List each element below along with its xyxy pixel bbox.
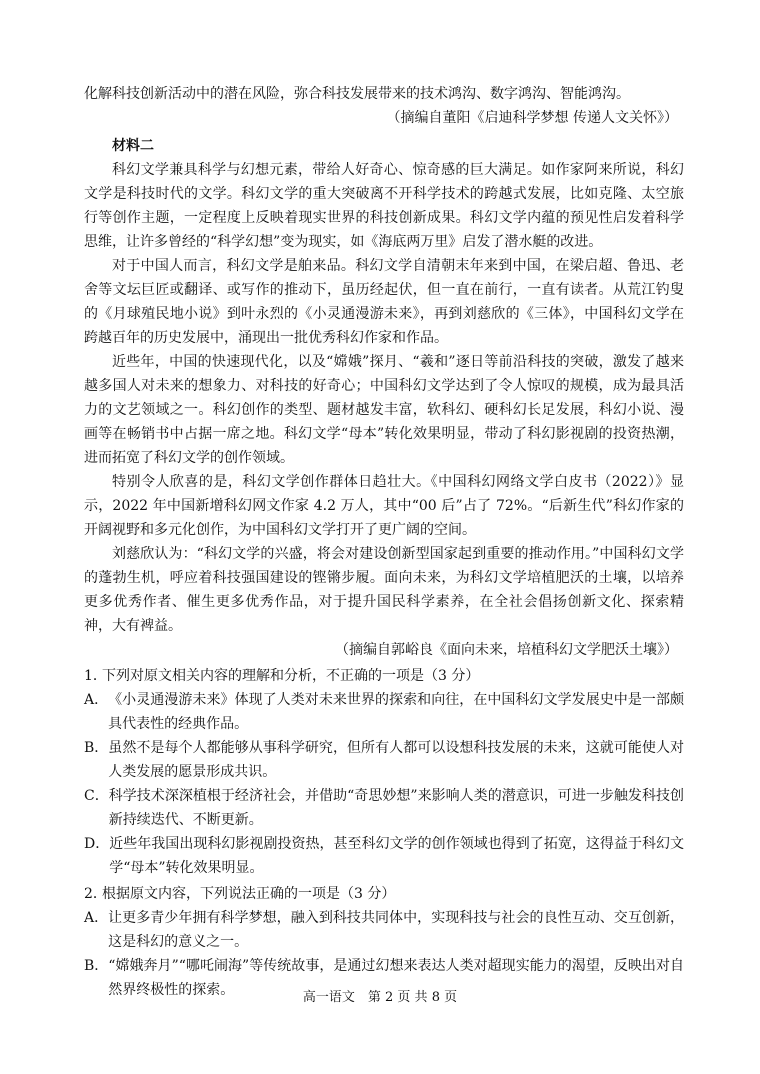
material1-source: （摘编自董阳《启迪科学梦想 传递人文关怀》） bbox=[386, 110, 678, 126]
option-letter: C． bbox=[84, 788, 109, 804]
option-c bbox=[84, 784, 684, 832]
material2-source: （摘编自郭峪良《面向未来，培植科幻文学肥沃土壤》） bbox=[335, 642, 678, 658]
option-d bbox=[84, 832, 684, 880]
material2-heading: 材料二 bbox=[112, 138, 154, 154]
option-text: 让更多青少年拥有科学梦想，融入到科技共同体中，实现科技与社会的良性互动、交互创新，这是科幻的意义之一。 bbox=[108, 910, 684, 950]
option-b bbox=[84, 736, 684, 784]
option-text: “嫦娥奔月”“哪吒闹海”等传统故事，是通过幻想来表达人类对超现实能力的渴望，反映出对自然界终极性的探索。 bbox=[108, 958, 684, 998]
question-stem bbox=[84, 664, 684, 688]
material2-paragraph: 科幻文学兼具科学与幻想元素，带给人好奇心、惊奇感的巨大满足。如作家阿来所说，科幻文学是科技时代的文学。科幻文学的重大突破离不开科学技术的跨越式发展，比如克隆、太空旅行等创作主题，一定程度上反映着现实世界的科技创新成果。科幻文学内蕴的预见性启发着科学思维，让许多曾经的“科学幻想”变为现实，如《海底两万里》启发了潜水艇的改进。 bbox=[84, 162, 684, 250]
option-letter: A． bbox=[84, 692, 109, 708]
question-number: 1． bbox=[84, 668, 107, 684]
material2-paragraph: 特别令人欣喜的是，科幻文学创作群体日趋壮大。《中国科幻网络文学白皮书（2022）》显示，2022 年中国新增科幻网文作家 4.2 万人，其中“00 后”占了 72%。“后新生代”科幻作家的开阔视野和多元化创作，为中国科幻文学打开了更广阔的空间。 bbox=[84, 474, 684, 538]
option-a bbox=[84, 906, 684, 954]
option-a bbox=[84, 688, 684, 736]
option-text: 科学技术深深植根于经济社会，并借助“奇思妙想”来影响人类的潜意识，可进一步触发科技创新持续迭代、不断更新。 bbox=[108, 788, 684, 828]
material2-paragraph: 刘慈欣认为：“科幻文学的兴盛，将会对建设创新型国家起到重要的推动作用。”中国科幻文学的蓬勃生机，呼应着科技强国建设的铿锵步履。面向未来，为科幻文学培植肥沃的土壤，以培养更多优秀作者、催生更多优秀作品，对于提升国民科学素养，在全社会倡扬创新文化、探索精神，大有裨益。 bbox=[84, 546, 684, 634]
option-text: 《小灵通漫游未来》体现了人类对未来世界的探索和向往，在中国科幻文学发展史中是一部颇具代表性的经典作品。 bbox=[108, 692, 684, 732]
question-stem bbox=[84, 882, 684, 906]
question-2 bbox=[84, 882, 684, 1002]
option-text: 虽然不是每个人都能够从事科学研究，但所有人都可以设想科技发展的未来，这就可能使人对人类发展的愿景形成共识。 bbox=[108, 740, 684, 780]
material2-paragraph: 对于中国人而言，科幻文学是舶来品。科幻文学自清朝末年来到中国，在梁启超、鲁迅、老舍等文坛巨匠或翻译、或写作的推动下，虽历经起伏，但一直在前行，一直有读者。从荒江钓叟的《月球殖民地小说》到叶永烈的《小灵通漫游未来》，再到刘慈欣的《三体》，中国科幻文学在跨越百年的历史发展中，涌现出一批优秀科幻作家和作品。 bbox=[84, 258, 684, 346]
question-stem-text: 根据原文内容，下列说法正确的一项是（3 分） bbox=[102, 886, 396, 902]
page-content bbox=[84, 82, 684, 1002]
question-1 bbox=[84, 664, 684, 880]
option-letter: D． bbox=[84, 836, 110, 852]
question-stem-text: 下列对原文相关内容的理解和分析，不正确的一项是（3 分） bbox=[102, 668, 480, 684]
question-number: 2． bbox=[84, 886, 107, 902]
material2-paragraph: 近些年，中国的快速现代化，以及“嫦娥”探月、“羲和”逐日等前沿科技的突破，激发了越来越多国人对未来的想象力、对科技的好奇心；中国科幻文学达到了令人惊叹的规模，成为最具活力的文艺领域之一。科幻创作的类型、题材越发丰富，软科幻、硬科幻长足发展，科幻小说、漫画等在畅销书中占据一席之地。科幻文学“母本”转化效果明显，带动了科幻影视剧的投资热潮，进而拓宽了科幻文学的创作领域。 bbox=[84, 354, 684, 466]
option-text: 近些年我国出现科幻影视剧投资热，甚至科幻文学的创作领域也得到了拓宽，这得益于科幻文学“母本”转化效果明显。 bbox=[109, 836, 684, 876]
material1-last-line: 化解科技创新活动中的潜在风险，弥合科技发展带来的技术鸿沟、数字鸿沟、智能鸿沟。 bbox=[84, 86, 630, 102]
option-letter: B． bbox=[84, 958, 109, 974]
page-footer: 高一语文 第 2 页 共 8 页 bbox=[302, 990, 458, 1005]
option-letter: A． bbox=[84, 910, 109, 926]
option-letter: B． bbox=[84, 740, 109, 756]
